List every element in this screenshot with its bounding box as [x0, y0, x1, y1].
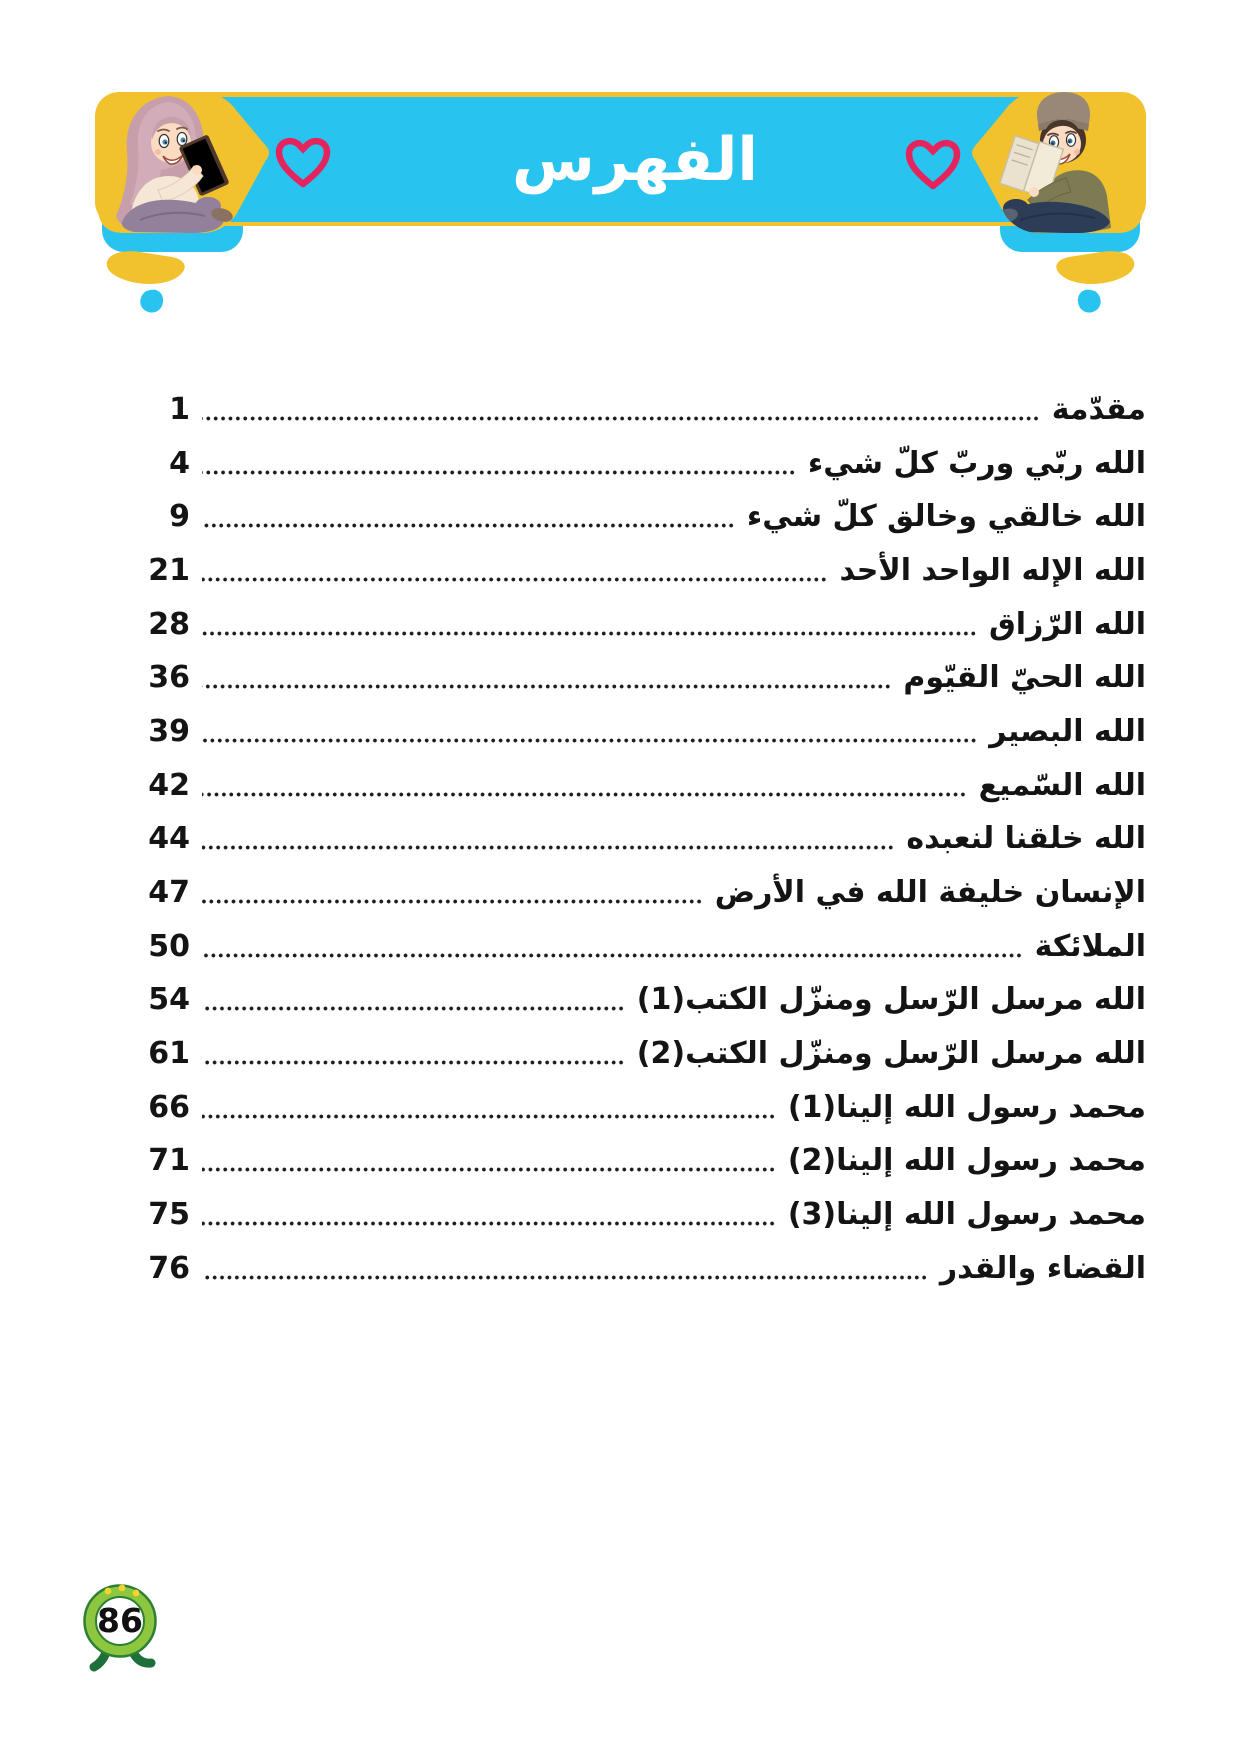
dot-leader	[202, 469, 796, 476]
toc-entry-page-number: 39	[148, 713, 190, 749]
toc-entry-page-number: 44	[148, 821, 190, 857]
right-yellow-swoosh	[1056, 251, 1134, 284]
toc-entry	[146, 383, 1146, 437]
dot-leader	[202, 630, 977, 637]
toc-entry	[146, 490, 1146, 544]
toc-entry-title: الله الإله الواحد الأحد	[839, 552, 1146, 588]
dot-leader	[202, 1166, 776, 1173]
toc-entry	[146, 1188, 1146, 1242]
toc-entry-title: الله الرّزاق	[988, 606, 1146, 642]
toc-entry-page-number: 75	[148, 1197, 190, 1233]
toc-entry-title: الله السّميع	[978, 767, 1146, 803]
left-blue-drop	[140, 290, 163, 313]
toc-entry	[146, 759, 1146, 813]
toc-entry-title: الملائكة	[1034, 928, 1146, 964]
toc-entry	[146, 866, 1146, 920]
toc-entry-page-number: 4	[169, 445, 190, 481]
toc-entry-page-number: 76	[148, 1250, 190, 1286]
footer-page-number: 86	[97, 1601, 143, 1640]
toc-entry-page-number: 66	[148, 1089, 190, 1125]
toc-entry	[146, 1135, 1146, 1189]
toc-entry-page-number: 36	[148, 660, 190, 696]
dot-leader	[202, 898, 703, 905]
toc-list	[146, 383, 1146, 1296]
toc-entry-title: محمد رسول الله إلينا(3)	[787, 1197, 1146, 1233]
dot-leader	[202, 737, 977, 744]
toc-entry-page-number: 1	[169, 391, 190, 427]
toc-entry-title: الله خالقي وخالق كلّ شيء	[746, 499, 1146, 535]
toc-entry-page-number: 9	[169, 499, 190, 535]
dot-leader	[202, 1220, 776, 1227]
dot-leader	[202, 576, 827, 583]
dot-leader	[202, 522, 735, 529]
toc-entry-page-number: 54	[148, 982, 190, 1018]
toc-entry	[146, 813, 1146, 867]
dot-leader	[202, 415, 1040, 422]
dot-leader	[202, 1059, 625, 1066]
toc-entry-title: الإنسان خليفة الله في الأرض	[714, 875, 1146, 911]
toc-entry-title: الله خلقنا لنعبده	[906, 821, 1146, 857]
right-blue-drop	[1078, 290, 1101, 313]
toc-entry	[146, 705, 1146, 759]
toc-entry-title: الله مرسل الرّسل ومنزّل الكتب(2)	[636, 1036, 1146, 1072]
toc-entry-page-number: 42	[148, 767, 190, 803]
dot-leader	[202, 791, 967, 798]
dot-leader	[202, 1005, 625, 1012]
toc-entry-page-number: 71	[148, 1143, 190, 1179]
toc-entry-title: محمد رسول الله إلينا(1)	[787, 1089, 1146, 1125]
toc-entry-page-number: 61	[148, 1036, 190, 1072]
toc-entry-title: القضاء والقدر	[939, 1250, 1146, 1286]
toc-entry-page-number: 21	[148, 552, 190, 588]
dot-leader	[202, 952, 1023, 959]
toc-entry	[146, 598, 1146, 652]
toc-entry-page-number: 50	[148, 928, 190, 964]
dot-leader	[202, 844, 894, 851]
toc-entry	[146, 920, 1146, 974]
dot-leader	[202, 1274, 928, 1281]
toc-entry	[146, 437, 1146, 491]
page-title: الفهرس	[511, 125, 758, 195]
toc-entry-title: الله مرسل الرّسل ومنزّل الكتب(1)	[636, 982, 1146, 1018]
toc-entry-title: الله الحيّ القيّوم	[903, 660, 1146, 696]
toc-entry-title: الله ربّي وربّ كلّ شيء	[807, 445, 1146, 481]
toc-entry-title: مقدّمة	[1051, 391, 1146, 427]
dot-leader	[202, 1113, 776, 1120]
toc-entry-page-number: 47	[148, 875, 190, 911]
toc-entry	[146, 1027, 1146, 1081]
toc-entry	[146, 651, 1146, 705]
toc-entry	[146, 974, 1146, 1028]
toc-entry-page-number: 28	[148, 606, 190, 642]
toc-entry	[146, 544, 1146, 598]
toc-entry	[146, 1081, 1146, 1135]
toc-entry	[146, 1242, 1146, 1296]
dot-leader	[202, 683, 891, 690]
toc-entry-title: الله البصير	[989, 713, 1146, 749]
left-yellow-swoosh	[107, 251, 185, 284]
toc-entry-title: محمد رسول الله إلينا(2)	[787, 1143, 1146, 1179]
